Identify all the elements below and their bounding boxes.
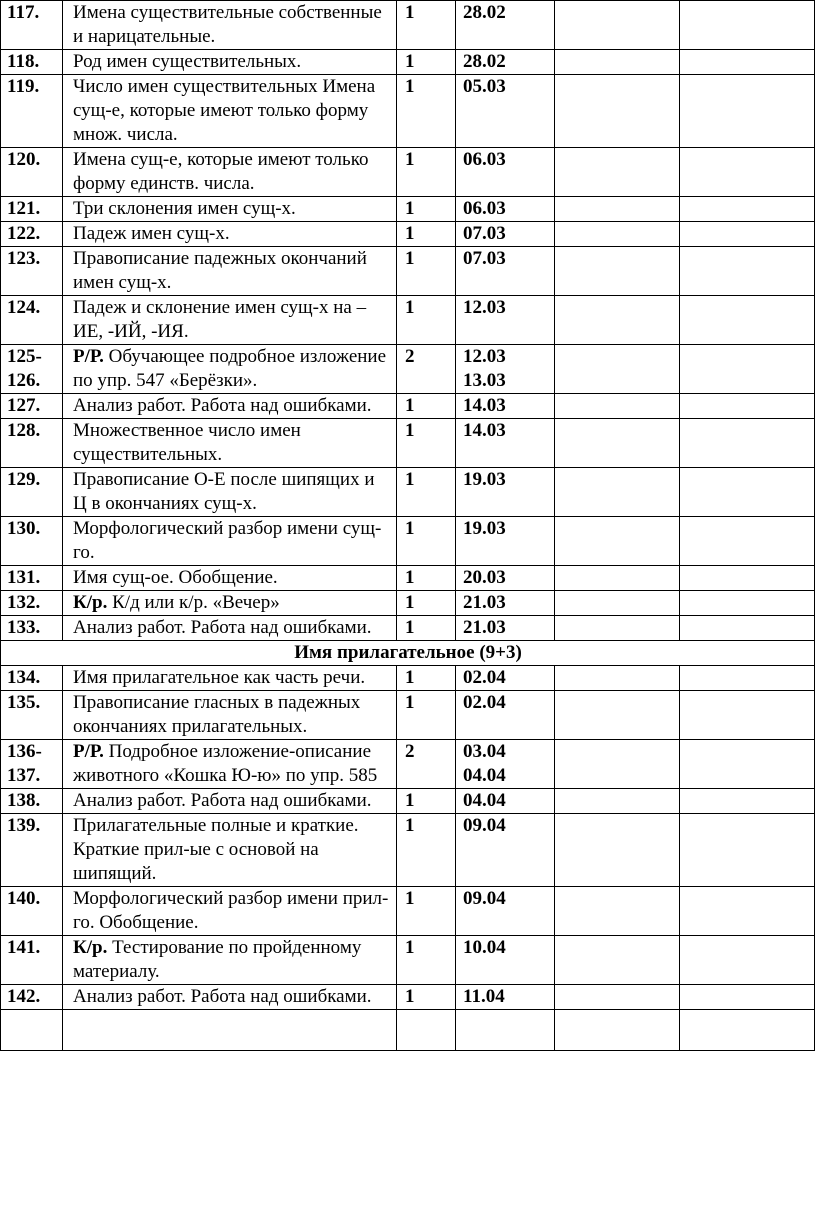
lesson-topic-text: Правописание О-Е после шипящих и Ц в окончаниях сущ-х. <box>73 469 375 514</box>
lesson-topic <box>63 148 397 197</box>
lesson-date: 06.03 <box>456 148 555 197</box>
lesson-date: 21.03 <box>456 616 555 641</box>
lesson-date: 19.03 <box>456 468 555 517</box>
empty-cell <box>680 691 815 740</box>
lesson-topic <box>63 789 397 814</box>
lesson-number: 135. <box>1 691 63 740</box>
lesson-date: 12.03 13.03 <box>456 345 555 394</box>
lesson-date: 05.03 <box>456 75 555 148</box>
lesson-date: 20.03 <box>456 566 555 591</box>
lesson-type-label: К/р. <box>73 937 108 958</box>
empty-cell <box>680 666 815 691</box>
lesson-hours: 1 <box>397 75 456 148</box>
lesson-date: 21.03 <box>456 591 555 616</box>
lesson-date: 10.04 <box>456 936 555 985</box>
section-row <box>1 641 815 666</box>
lesson-date: 02.04 <box>456 691 555 740</box>
lesson-number: 131. <box>1 566 63 591</box>
empty-cell <box>680 1 815 50</box>
lesson-number: 121. <box>1 197 63 222</box>
lesson-hours: 1 <box>397 1 456 50</box>
lesson-hours: 1 <box>397 591 456 616</box>
lesson-topic-text: Правописание падежных окончаний имен сущ-х. <box>73 248 367 293</box>
lesson-number: 142. <box>1 985 63 1010</box>
lesson-hours: 1 <box>397 517 456 566</box>
lesson-number: 138. <box>1 789 63 814</box>
lesson-topic-text: Анализ работ. Работа над ошибками. <box>73 986 372 1007</box>
lesson-hours: 2 <box>397 345 456 394</box>
empty-cell <box>680 247 815 296</box>
lesson-topic <box>63 985 397 1010</box>
lesson-date: 07.03 <box>456 222 555 247</box>
lesson-type-label: К/р. <box>73 592 108 613</box>
lesson-topic <box>63 814 397 887</box>
empty-cell <box>680 75 815 148</box>
empty-cell <box>680 887 815 936</box>
empty-cell <box>680 936 815 985</box>
table-row <box>1 50 815 75</box>
lesson-topic <box>63 468 397 517</box>
lesson-date: 09.04 <box>456 814 555 887</box>
lesson-date: 28.02 <box>456 50 555 75</box>
empty-cell <box>555 691 680 740</box>
table-row <box>1 394 815 419</box>
empty-cell <box>680 345 815 394</box>
lesson-number: 128. <box>1 419 63 468</box>
lesson-topic <box>63 394 397 419</box>
empty-cell <box>555 345 680 394</box>
lesson-topic-text: Три склонения имен сущ-х. <box>73 198 296 219</box>
empty-cell <box>680 814 815 887</box>
lesson-topic-text: К/д или к/р. «Вечер» <box>107 592 280 613</box>
table-row <box>1 740 815 789</box>
empty-cell <box>680 148 815 197</box>
lesson-topic <box>63 566 397 591</box>
section-title: Имя прилагательное (9+3) <box>1 641 815 666</box>
lesson-topic <box>63 1 397 50</box>
lesson-topic-text: Род имен существительных. <box>73 51 302 72</box>
table-row-empty <box>1 1010 815 1051</box>
lesson-topic-text: Падеж и склонение имен сущ-х на –ИЕ, -ИЙ, -ИЯ. <box>73 297 367 342</box>
lesson-topic <box>63 517 397 566</box>
lesson-number: 123. <box>1 247 63 296</box>
lesson-number: 122. <box>1 222 63 247</box>
lesson-hours: 1 <box>397 985 456 1010</box>
lesson-date: 03.04 04.04 <box>456 740 555 789</box>
lesson-topic <box>63 616 397 641</box>
lesson-hours: 1 <box>397 814 456 887</box>
lesson-number: 119. <box>1 75 63 148</box>
lesson-date: 14.03 <box>456 394 555 419</box>
empty-cell <box>680 566 815 591</box>
empty-cell <box>680 985 815 1010</box>
empty-cell <box>555 394 680 419</box>
empty-cell <box>555 789 680 814</box>
lesson-hours: 1 <box>397 566 456 591</box>
lesson-number: 139. <box>1 814 63 887</box>
lesson-topic-text: Имена существительные собственные и нарицательные. <box>73 2 382 47</box>
lesson-number: 127. <box>1 394 63 419</box>
lesson-topic-text: Морфологический разбор имени прил-го. Обобщение. <box>73 888 389 933</box>
empty-cell <box>555 616 680 641</box>
lesson-topic-text: Падеж имен сущ-х. <box>73 223 230 244</box>
lesson-topic-text: Имя прилагательное как часть речи. <box>73 667 366 688</box>
lesson-hours: 1 <box>397 394 456 419</box>
lesson-topic <box>63 75 397 148</box>
empty-cell <box>555 566 680 591</box>
lesson-hours: 1 <box>397 197 456 222</box>
lesson-topic-text: Анализ работ. Работа над ошибками. <box>73 395 372 416</box>
lesson-topic-text: Правописание гласных в падежных окончаниях прилагательных. <box>73 692 361 737</box>
lesson-topic-text: Множественное число имен существительных. <box>73 420 301 465</box>
lesson-number: 117. <box>1 1 63 50</box>
lesson-topic-text: Тестирование по пройденному материалу. <box>73 937 362 982</box>
lesson-number: 134. <box>1 666 63 691</box>
lesson-topic <box>63 50 397 75</box>
lesson-date: 06.03 <box>456 197 555 222</box>
lesson-date: 04.04 <box>456 789 555 814</box>
lesson-date: 19.03 <box>456 517 555 566</box>
table-row <box>1 691 815 740</box>
empty-cell <box>555 887 680 936</box>
lesson-hours: 1 <box>397 50 456 75</box>
lesson-hours: 1 <box>397 222 456 247</box>
table-row <box>1 985 815 1010</box>
lesson-date: 14.03 <box>456 419 555 468</box>
table-row <box>1 468 815 517</box>
empty-cell <box>555 814 680 887</box>
empty-cell <box>555 222 680 247</box>
lesson-topic <box>63 740 397 789</box>
lesson-type-label: Р/Р. <box>73 346 104 367</box>
lesson-date: 09.04 <box>456 887 555 936</box>
lesson-topic <box>63 591 397 616</box>
lesson-date: 28.02 <box>456 1 555 50</box>
lesson-topic-text: Анализ работ. Работа над ошибками. <box>73 617 372 638</box>
empty-cell <box>555 985 680 1010</box>
lesson-topic <box>63 887 397 936</box>
empty-cell <box>680 591 815 616</box>
lesson-topic <box>63 666 397 691</box>
empty-cell <box>680 197 815 222</box>
table-row <box>1 566 815 591</box>
empty-cell <box>555 666 680 691</box>
lesson-date: 07.03 <box>456 247 555 296</box>
empty-cell <box>680 468 815 517</box>
empty-cell <box>555 468 680 517</box>
lesson-hours: 1 <box>397 936 456 985</box>
lesson-topic <box>63 247 397 296</box>
lesson-topic-text: Анализ работ. Работа над ошибками. <box>73 790 372 811</box>
table-row <box>1 887 815 936</box>
empty-cell <box>555 591 680 616</box>
empty-cell <box>555 740 680 789</box>
table-row <box>1 148 815 197</box>
empty-cell <box>456 1010 555 1051</box>
lesson-number: 129. <box>1 468 63 517</box>
table-row <box>1 936 815 985</box>
empty-cell <box>555 419 680 468</box>
lesson-topic <box>63 197 397 222</box>
empty-cell <box>680 394 815 419</box>
lesson-topic-text: Морфологический разбор имени сущ-го. <box>73 518 382 563</box>
empty-cell <box>555 247 680 296</box>
empty-cell <box>555 1 680 50</box>
empty-cell <box>680 789 815 814</box>
table-row <box>1 345 815 394</box>
empty-cell <box>680 616 815 641</box>
lesson-hours: 1 <box>397 666 456 691</box>
table-row <box>1 296 815 345</box>
lesson-topic <box>63 419 397 468</box>
empty-cell <box>680 419 815 468</box>
lesson-number: 120. <box>1 148 63 197</box>
lesson-number: 118. <box>1 50 63 75</box>
lesson-hours: 1 <box>397 789 456 814</box>
lesson-topic <box>63 691 397 740</box>
lesson-number: 141. <box>1 936 63 985</box>
table-row <box>1 814 815 887</box>
lesson-date: 11.04 <box>456 985 555 1010</box>
empty-cell <box>555 148 680 197</box>
lesson-topic <box>63 345 397 394</box>
lesson-hours: 1 <box>397 148 456 197</box>
empty-cell <box>555 50 680 75</box>
empty-cell <box>680 1010 815 1051</box>
empty-cell <box>680 222 815 247</box>
lesson-topic <box>63 936 397 985</box>
lesson-date: 12.03 <box>456 296 555 345</box>
empty-cell <box>397 1010 456 1051</box>
table-row <box>1 197 815 222</box>
empty-cell <box>680 517 815 566</box>
table-row <box>1 1 815 50</box>
empty-cell <box>555 296 680 345</box>
lesson-type-label: Р/Р. <box>73 741 104 762</box>
empty-cell <box>63 1010 397 1051</box>
lesson-number: 125-126. <box>1 345 63 394</box>
lesson-topic-text: Прилагательные полные и краткие. Краткие прил-ые с основой на шипящий. <box>73 815 359 884</box>
empty-cell <box>555 75 680 148</box>
empty-cell <box>680 740 815 789</box>
lesson-number: 130. <box>1 517 63 566</box>
empty-cell <box>680 296 815 345</box>
table-row <box>1 616 815 641</box>
lesson-hours: 2 <box>397 740 456 789</box>
empty-cell <box>555 1010 680 1051</box>
lesson-hours: 1 <box>397 296 456 345</box>
table-row <box>1 222 815 247</box>
lesson-number: 140. <box>1 887 63 936</box>
table-row <box>1 591 815 616</box>
lesson-hours: 1 <box>397 691 456 740</box>
table-row <box>1 75 815 148</box>
lesson-topic-text: Имя сущ-ое. Обобщение. <box>73 567 278 588</box>
empty-cell <box>555 517 680 566</box>
lesson-topic-text: Число имен существительных Имена сущ-е, которые имеют только форму множ. числа. <box>73 76 376 145</box>
lesson-hours: 1 <box>397 616 456 641</box>
lesson-number: 133. <box>1 616 63 641</box>
empty-cell <box>555 936 680 985</box>
lesson-topic-text: Имена сущ-е, которые имеют только форму единств. числа. <box>73 149 369 194</box>
table-row <box>1 789 815 814</box>
lesson-number: 132. <box>1 591 63 616</box>
lesson-number: 136-137. <box>1 740 63 789</box>
empty-cell <box>680 50 815 75</box>
table-row <box>1 666 815 691</box>
table-row <box>1 517 815 566</box>
lesson-number: 124. <box>1 296 63 345</box>
lesson-topic-text: Подробное изложение-описание животного «Кошка Ю-ю» по упр. 585 <box>73 741 378 786</box>
empty-cell <box>555 197 680 222</box>
lesson-date: 02.04 <box>456 666 555 691</box>
lesson-topic-text: Обучающее подробное изложение по упр. 547 «Берёзки». <box>73 346 387 391</box>
lesson-hours: 1 <box>397 247 456 296</box>
table-row <box>1 247 815 296</box>
lesson-topic <box>63 222 397 247</box>
lesson-topic <box>63 296 397 345</box>
lesson-hours: 1 <box>397 419 456 468</box>
empty-cell <box>1 1010 63 1051</box>
lesson-hours: 1 <box>397 887 456 936</box>
table-row <box>1 419 815 468</box>
lesson-hours: 1 <box>397 468 456 517</box>
